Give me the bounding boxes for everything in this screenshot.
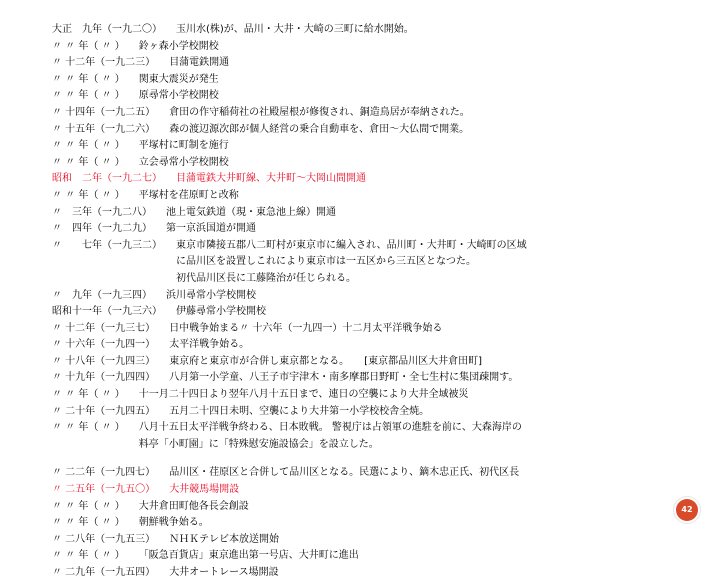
- row-event: 目蒲電鉄大井町線、大井町〜大岡山間開通: [176, 173, 366, 185]
- timeline-row: [52, 238, 712, 255]
- timeline-row: [52, 465, 712, 482]
- row-event: 八月第一小学童、八王子市宇津木・南多摩郡日野町・全七生村に集団疎開す。: [169, 372, 519, 384]
- row-event: 関東大震災が発生: [138, 73, 219, 85]
- timeline-row: [52, 39, 712, 56]
- row-date: 〃 〃 年（ 〃 ）: [52, 40, 125, 52]
- timeline-row: [52, 499, 712, 516]
- timeline-row: [52, 188, 712, 205]
- timeline-row: [52, 205, 712, 222]
- row-date: 〃 〃 年（ 〃 ）: [52, 550, 125, 562]
- row-date: 〃 〃 年（ 〃 ）: [52, 140, 125, 152]
- row-date: 〃 〃 年（ 〃 ）: [52, 73, 125, 85]
- row-event: 伊藤尋常小学校開校: [176, 306, 266, 318]
- spacer-row: [52, 453, 712, 465]
- row-date: 〃 十五年（一九二六）: [52, 123, 156, 135]
- row-date: 〃 〃 年（ 〃 ）: [52, 389, 125, 401]
- row-date: 〃 十四年（一九二五）: [52, 106, 156, 118]
- row-event: 立会尋常小学校開校: [138, 156, 229, 168]
- row-event: 東京府と東京市が合併し東京都となる。 [東京都品川区大井倉田町]: [169, 355, 482, 367]
- timeline-row: [52, 254, 712, 271]
- row-event: 八月十五日太平洋戦争終わる、日本敗戦。 警視庁は占領軍の進駐を前に、大森海岸の: [138, 422, 522, 434]
- row-date: 〃 〃 年（ 〃 ）: [52, 156, 125, 168]
- row-date: 〃 二五年（一九五〇）: [52, 484, 156, 496]
- row-event: 大井競馬場開設: [169, 484, 240, 496]
- row-event: 日中戦争始まる〃 十六年（一九四一）十二月太平洋戦争始る: [169, 322, 443, 334]
- timeline-row: [52, 122, 712, 139]
- timeline-row: [52, 271, 712, 288]
- row-date: 〃 二十年（一九四五）: [52, 405, 156, 417]
- timeline-row: [52, 354, 712, 371]
- row-event: 池上電気鉄道（現・東急池上線）開通: [166, 206, 336, 218]
- row-event: 十一月二十四日より翌年八月十五日まで、連日の空襲により大井全域被災: [138, 389, 469, 401]
- row-date: 〃 七年（一九三二）: [52, 239, 162, 251]
- row-date: 〃 四年（一九二九）: [52, 223, 152, 235]
- row-event: 大井倉田町他各長会創設: [138, 500, 249, 512]
- timeline-row: [52, 88, 712, 105]
- timeline-row: [52, 171, 712, 188]
- row-event: 第一京浜国道が開通: [166, 223, 256, 235]
- timeline-row: [52, 420, 712, 437]
- row-event: 目蒲電鉄開通: [169, 57, 230, 69]
- timeline-row: [52, 288, 712, 305]
- timeline-row: [52, 155, 712, 172]
- row-date: 〃 〃 年（ 〃 ）: [52, 517, 125, 529]
- row-event: 浜川尋常小学校開校: [166, 289, 256, 301]
- row-date: 〃 二二年（一九四七）: [52, 467, 156, 479]
- row-date: 大正 九年（一九二〇）: [52, 24, 162, 35]
- timeline-list: [52, 22, 712, 582]
- row-event: 鈴ヶ森小学校開校: [138, 40, 219, 52]
- timeline-row: [52, 565, 712, 582]
- timeline-row: [52, 55, 712, 72]
- row-event: 朝鮮戦争始る。: [138, 517, 209, 529]
- row-event: 五月二十四日未明、空襲により大井第一小学校校舎全焼。: [169, 405, 430, 417]
- row-date: 〃 十二年（一九二三）: [52, 57, 156, 69]
- page-number-badge: 42: [676, 499, 698, 521]
- row-event: 料亭「小町園」に「特殊慰安施設協会」を設立した。: [138, 438, 379, 450]
- row-event: ＮＨＫテレビ本放送開始: [169, 533, 279, 545]
- row-date: 昭和十一年（一九三六）: [52, 306, 162, 318]
- timeline-row: [52, 515, 712, 532]
- timeline-row: [52, 370, 712, 387]
- timeline-row: [52, 321, 712, 338]
- timeline-row: [52, 221, 712, 238]
- row-date: 〃 三年（一九二八）: [52, 206, 152, 218]
- timeline-row: [52, 387, 712, 404]
- row-event: に品川区を設置しこれにより東京市は一五区から三五区となつた。: [176, 256, 476, 268]
- row-event: 平塚村を荏原町と改称: [138, 189, 239, 201]
- row-event: 原尋常小学校開校: [138, 90, 219, 102]
- timeline-row: [52, 72, 712, 89]
- row-event: 玉川水(株)が、品川・大井・大崎の三町に給水開始。: [176, 24, 414, 35]
- row-event: 初代品川区長に工藤隆治が任じられる。: [176, 272, 356, 284]
- timeline-row: [52, 337, 712, 354]
- row-event: 平塚村に町制を施行: [138, 140, 229, 152]
- row-event: 森の渡辺源次郎が個人経営の乗合自動車を、倉田〜大仏間で開業。: [169, 123, 470, 135]
- row-date: 〃 〃 年（ 〃 ）: [52, 422, 125, 434]
- row-date: 〃 九年（一九三四）: [52, 289, 152, 301]
- row-date: 昭和 二年（一九二七）: [52, 173, 162, 185]
- timeline-row: [52, 532, 712, 549]
- timeline-row: [52, 22, 712, 39]
- timeline-row: [52, 105, 712, 122]
- row-date: 〃 〃 年（ 〃 ）: [52, 189, 125, 201]
- row-date: 〃 十九年（一九四四）: [52, 372, 156, 384]
- timeline-row: [52, 437, 712, 454]
- timeline-row: [52, 548, 712, 565]
- row-event: 太平洋戦争始る。: [169, 339, 250, 351]
- row-date: 〃 〃 年（ 〃 ）: [52, 500, 125, 512]
- row-date: 〃 十六年（一九四一）: [52, 339, 156, 351]
- row-date: 〃 二九年（一九五四）: [52, 567, 156, 578]
- row-date: 〃 二八年（一九五三）: [52, 533, 156, 545]
- row-event: 倉田の作守稲荷社の社殿屋根が修復され、銅造鳥居が奉納された。: [169, 106, 470, 118]
- row-date: 〃 十二年（一九三七）: [52, 322, 156, 334]
- timeline-row: [52, 138, 712, 155]
- timeline-row: [52, 482, 712, 499]
- timeline-row: [52, 404, 712, 421]
- row-event: 東京市隣接五郡八二町村が東京市に編入され、品川町・大井町・大崎町の区域: [176, 239, 527, 251]
- row-date: 〃 〃 年（ 〃 ）: [52, 90, 125, 102]
- row-event: 「阪急百貨店」東京進出第一号店、大井町に進出: [138, 550, 359, 562]
- row-event: 品川区・荏原区と合併して品川区となる。民選により、鏑木忠正氏、初代区長: [169, 467, 520, 479]
- row-date: 〃 十八年（一九四三）: [52, 355, 156, 367]
- row-event: 大井オートレース場開設: [169, 567, 279, 578]
- timeline-row: [52, 304, 712, 321]
